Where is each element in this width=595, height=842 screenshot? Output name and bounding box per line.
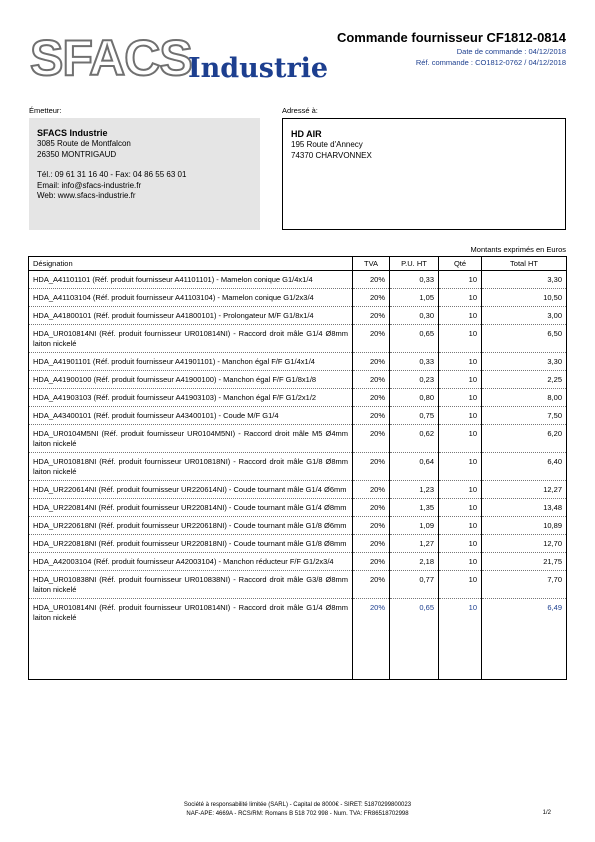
cell-unit-price: 0,30 bbox=[390, 307, 439, 325]
cell-unit-price: 1,27 bbox=[390, 535, 439, 553]
cell-total: 3,30 bbox=[482, 353, 567, 371]
cell-tva: 20% bbox=[353, 371, 390, 389]
table-row bbox=[29, 553, 567, 571]
cell-quantity: 10 bbox=[439, 571, 482, 599]
cell-designation: HDA_UR220818NI (Réf. produit fournisseur UR220818NI) - Coude tournant mâle G1/8 Ø8mm bbox=[29, 535, 353, 553]
cell-quantity: 10 bbox=[439, 553, 482, 571]
cell-tva: 20% bbox=[353, 389, 390, 407]
cell-unit-price: 0,23 bbox=[390, 371, 439, 389]
cell-total: 6,50 bbox=[482, 325, 567, 353]
cell-unit-price: 0,75 bbox=[390, 407, 439, 425]
cell-total: 3,30 bbox=[482, 271, 567, 289]
cell-unit-price: 0,65 bbox=[390, 599, 439, 680]
cell-unit-price: 0,77 bbox=[390, 571, 439, 599]
cell-tva: 20% bbox=[353, 307, 390, 325]
cell-total: 10,89 bbox=[482, 517, 567, 535]
cell-designation: HDA_A43400101 (Réf. produit fournisseur A43400101) - Coude M/F G1/4 bbox=[29, 407, 353, 425]
order-title: Commande fournisseur CF1812-0814 bbox=[336, 30, 566, 45]
cell-quantity: 10 bbox=[439, 425, 482, 453]
cell-tva: 20% bbox=[353, 453, 390, 481]
emitter-box bbox=[29, 118, 260, 230]
cell-unit-price: 1,05 bbox=[390, 289, 439, 307]
cell-designation: HDA_UR010814NI (Réf. produit fournisseur UR010814NI) - Raccord droit mâle G1/4 Ø8mm laiton nickelé bbox=[29, 599, 353, 680]
cell-designation: HDA_A41900100 (Réf. produit fournisseur A41900100) - Manchon égal F/F G1/8x1/8 bbox=[29, 371, 353, 389]
cell-unit-price: 0,64 bbox=[390, 453, 439, 481]
cell-designation: HDA_UR220614NI (Réf. produit fournisseur UR220614NI) - Coude tournant mâle G1/4 Ø6mm bbox=[29, 481, 353, 499]
cell-total: 7,70 bbox=[482, 571, 567, 599]
table-row bbox=[29, 307, 567, 325]
cell-total: 2,25 bbox=[482, 371, 567, 389]
table-header-row bbox=[29, 257, 567, 271]
recipient-address-line2: 74370 CHARVONNEX bbox=[291, 150, 372, 160]
cell-tva: 20% bbox=[353, 271, 390, 289]
cell-quantity: 10 bbox=[439, 325, 482, 353]
recipient-label: Adressé à: bbox=[282, 106, 318, 115]
currency-note: Montants exprimés en Euros bbox=[470, 245, 566, 254]
footer bbox=[0, 801, 595, 819]
emitter-address-line2: 26350 MONTRIGAUD bbox=[37, 149, 117, 159]
cell-tva: 20% bbox=[353, 325, 390, 353]
cell-total: 6,49 bbox=[482, 599, 567, 680]
table-row bbox=[29, 571, 567, 599]
col-header-designation: Désignation bbox=[29, 257, 353, 271]
cell-total: 7,50 bbox=[482, 407, 567, 425]
cell-unit-price: 0,33 bbox=[390, 353, 439, 371]
table-row bbox=[29, 325, 567, 353]
emitter-label: Émetteur: bbox=[29, 106, 62, 115]
cell-quantity: 10 bbox=[439, 353, 482, 371]
table-row bbox=[29, 271, 567, 289]
cell-tva: 20% bbox=[353, 353, 390, 371]
recipient-box bbox=[282, 118, 566, 230]
emitter-web: Web: www.sfacs-industrie.fr bbox=[37, 191, 136, 200]
cell-tva: 20% bbox=[353, 535, 390, 553]
cell-designation: HDA_A41800101 (Réf. produit fournisseur A41800101) - Prolongateur M/F G1/8x1/4 bbox=[29, 307, 353, 325]
order-date: Date de commande : 04/12/2018 bbox=[456, 47, 566, 56]
table-row bbox=[29, 389, 567, 407]
logo-mark: SFACS bbox=[30, 30, 192, 86]
cell-quantity: 10 bbox=[439, 481, 482, 499]
cell-total: 10,50 bbox=[482, 289, 567, 307]
col-header-quantity: Qté bbox=[439, 257, 482, 271]
emitter-phone: Tél.: 09 61 31 16 40 - Fax: 04 86 55 63 01 bbox=[37, 170, 187, 179]
cell-quantity: 10 bbox=[439, 453, 482, 481]
cell-unit-price: 1,23 bbox=[390, 481, 439, 499]
table-row bbox=[29, 353, 567, 371]
table-row bbox=[29, 371, 567, 389]
cell-tva: 20% bbox=[353, 517, 390, 535]
order-lines-table bbox=[28, 256, 567, 680]
cell-designation: HDA_UR010838NI (Réf. produit fournisseur UR010838NI) - Raccord droit mâle G3/8 Ø8mm laiton nickelé bbox=[29, 571, 353, 599]
cell-tva: 20% bbox=[353, 571, 390, 599]
table-row bbox=[29, 599, 567, 680]
company-logo bbox=[30, 30, 329, 90]
cell-designation: HDA_A42003104 (Réf. produit fournisseur A42003104) - Manchon réducteur F/F G1/2x3/4 bbox=[29, 553, 353, 571]
cell-total: 12,27 bbox=[482, 481, 567, 499]
cell-unit-price: 1,09 bbox=[390, 517, 439, 535]
cell-total: 3,00 bbox=[482, 307, 567, 325]
cell-designation: HDA_UR010814NI (Réf. produit fournisseur UR010814NI) - Raccord droit mâle G1/4 Ø8mm laiton nickelé bbox=[29, 325, 353, 353]
cell-designation: HDA_UR010818NI (Réf. produit fournisseur UR010818NI) - Raccord droit mâle G1/8 Ø8mm laiton nickelé bbox=[29, 453, 353, 481]
cell-quantity: 10 bbox=[439, 535, 482, 553]
order-header bbox=[337, 30, 566, 68]
cell-tva: 20% bbox=[353, 407, 390, 425]
table-row bbox=[29, 481, 567, 499]
table-row bbox=[29, 517, 567, 535]
cell-quantity: 10 bbox=[439, 389, 482, 407]
emitter-email: Email: info@sfacs-industrie.fr bbox=[37, 180, 142, 190]
cell-designation: HDA_UR220814NI (Réf. produit fournisseur UR220814NI) - Coude tournant mâle G1/4 Ø8mm bbox=[29, 499, 353, 517]
cell-tva: 20% bbox=[353, 553, 390, 571]
cell-unit-price: 0,62 bbox=[390, 425, 439, 453]
cell-unit-price: 0,33 bbox=[390, 271, 439, 289]
cell-unit-price: 0,80 bbox=[390, 389, 439, 407]
cell-total: 13,48 bbox=[482, 499, 567, 517]
table-row bbox=[29, 535, 567, 553]
table-row bbox=[29, 499, 567, 517]
cell-quantity: 10 bbox=[439, 271, 482, 289]
recipient-name: HD AIR bbox=[291, 129, 322, 139]
cell-designation: HDA_UR220618NI (Réf. produit fournisseur UR220618NI) - Coude tournant mâle G1/8 Ø6mm bbox=[29, 517, 353, 535]
cell-unit-price: 2,18 bbox=[390, 553, 439, 571]
cell-unit-price: 0,65 bbox=[390, 325, 439, 353]
col-header-total: Total HT bbox=[482, 257, 567, 271]
col-header-unit-price: P.U. HT bbox=[390, 257, 439, 271]
cell-quantity: 10 bbox=[439, 599, 482, 680]
cell-quantity: 10 bbox=[439, 289, 482, 307]
cell-tva: 20% bbox=[353, 425, 390, 453]
cell-total: 8,00 bbox=[482, 389, 567, 407]
cell-designation: HDA_A41903103 (Réf. produit fournisseur A41903103) - Manchon égal F/F G1/2x1/2 bbox=[29, 389, 353, 407]
cell-unit-price: 1,35 bbox=[390, 499, 439, 517]
cell-quantity: 10 bbox=[439, 517, 482, 535]
footer-legal-line1: Société à responsabilité limitée (SARL) - Capital de 8000€ - SIRET: 51870299800023 bbox=[183, 802, 412, 808]
recipient-address-line1: 195 Route d'Annecy bbox=[291, 140, 363, 149]
logo-word: Industrie bbox=[188, 53, 329, 84]
cell-tva: 20% bbox=[353, 599, 390, 680]
cell-designation: HDA_A41103104 (Réf. produit fournisseur A41103104) - Mamelon conique G1/2x3/4 bbox=[29, 289, 353, 307]
cell-total: 12,70 bbox=[482, 535, 567, 553]
cell-tva: 20% bbox=[353, 481, 390, 499]
cell-total: 21,75 bbox=[482, 553, 567, 571]
cell-designation: HDA_A41101101 (Réf. produit fournisseur A41101101) - Mamelon conique G1/4x1/4 bbox=[29, 271, 353, 289]
emitter-name: SFACS Industrie bbox=[37, 128, 108, 138]
table-row bbox=[29, 453, 567, 481]
emitter-address-line1: 3085 Route de Montfalcon bbox=[37, 139, 131, 148]
cell-quantity: 10 bbox=[439, 407, 482, 425]
footer-legal-line2: NAF-APE: 4669A - RCS/RM: Romans B 518 702 998 - Num. TVA: FR86518702998 bbox=[186, 811, 409, 817]
cell-tva: 20% bbox=[353, 289, 390, 307]
table-body bbox=[29, 271, 567, 680]
cell-quantity: 10 bbox=[439, 307, 482, 325]
cell-designation: HDA_A41901101 (Réf. produit fournisseur A41901101) - Manchon égal F/F G1/4x1/4 bbox=[29, 353, 353, 371]
cell-quantity: 10 bbox=[439, 371, 482, 389]
cell-total: 6,40 bbox=[482, 453, 567, 481]
cell-total: 6,20 bbox=[482, 425, 567, 453]
table-row bbox=[29, 425, 567, 453]
table-row bbox=[29, 289, 567, 307]
table-row bbox=[29, 407, 567, 425]
col-header-tva: TVA bbox=[353, 257, 390, 271]
cell-tva: 20% bbox=[353, 499, 390, 517]
order-reference: Réf. commande : CO1812-0762 / 04/12/2018 bbox=[415, 58, 566, 67]
cell-designation: HDA_UR0104M5NI (Réf. produit fournisseur UR0104M5NI) - Raccord droit mâle M5 Ø4mm laiton nickelé bbox=[29, 425, 353, 453]
page-number: 1/2 bbox=[542, 810, 551, 816]
cell-quantity: 10 bbox=[439, 499, 482, 517]
